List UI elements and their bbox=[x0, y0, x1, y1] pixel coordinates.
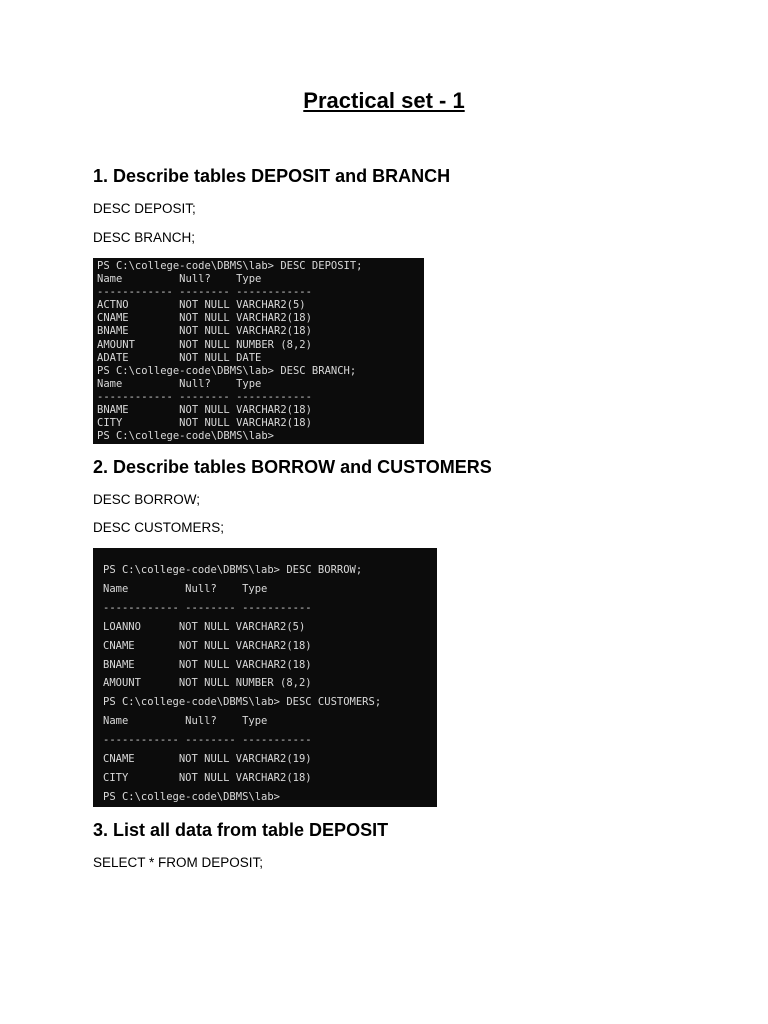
terminal-line: PS C:\college-code\DBMS\lab> bbox=[97, 430, 275, 443]
terminal-line: CITY NOT NULL VARCHAR2(18) bbox=[103, 771, 312, 784]
terminal-line: ------------ -------- ------------ bbox=[97, 286, 312, 299]
terminal-line: BNAME NOT NULL VARCHAR2(18) bbox=[97, 325, 312, 338]
section-3-command-1: SELECT * FROM DEPOSIT; bbox=[93, 855, 264, 870]
terminal-line: AMOUNT NOT NULL NUMBER (8,2) bbox=[97, 338, 312, 351]
terminal-line: ACTNO NOT NULL VARCHAR2(5) bbox=[97, 299, 306, 312]
section-1-command-2: DESC BRANCH; bbox=[93, 230, 196, 245]
terminal-line: PS C:\college-code\DBMS\lab> DESC CUSTOMERS; bbox=[103, 696, 382, 709]
section-2-terminal-screenshot bbox=[93, 548, 437, 807]
section-1-command-1: DESC DEPOSIT; bbox=[93, 201, 196, 216]
terminal-line: BNAME NOT NULL VARCHAR2(18) bbox=[103, 658, 312, 671]
terminal-line: CNAME NOT NULL VARCHAR2(19) bbox=[103, 753, 312, 766]
terminal-line: CNAME NOT NULL VARCHAR2(18) bbox=[97, 312, 312, 325]
terminal-line: AMOUNT NOT NULL NUMBER (8,2) bbox=[103, 677, 312, 690]
terminal-line: ADATE NOT NULL DATE bbox=[97, 351, 262, 364]
terminal-line: Name Null? Type bbox=[103, 582, 268, 595]
terminal-line: ------------ -------- ----------- bbox=[103, 734, 312, 747]
terminal-line: Name Null? Type bbox=[103, 715, 268, 728]
terminal-line: PS C:\college-code\DBMS\lab> bbox=[103, 790, 281, 803]
terminal-line: Name Null? Type bbox=[97, 377, 262, 390]
terminal-line: PS C:\college-code\DBMS\lab> DESC BORROW; bbox=[103, 564, 363, 576]
terminal-line: CNAME NOT NULL VARCHAR2(18) bbox=[103, 639, 312, 652]
terminal-line: BNAME NOT NULL VARCHAR2(18) bbox=[97, 404, 312, 417]
page-title: Practical set - 1 bbox=[303, 88, 465, 113]
terminal-line: PS C:\college-code\DBMS\lab> DESC DEPOSIT; bbox=[97, 260, 363, 272]
section-1-heading: 1. Describe tables DEPOSIT and BRANCH bbox=[93, 166, 451, 186]
section-3-heading: 3. List all data from table DEPOSIT bbox=[93, 820, 389, 840]
terminal-line: PS C:\college-code\DBMS\lab> DESC BRANCH; bbox=[97, 364, 357, 377]
terminal-line: CITY NOT NULL VARCHAR2(18) bbox=[97, 417, 312, 430]
terminal-line: ------------ -------- ------------ bbox=[97, 390, 312, 403]
terminal-line: Name Null? Type bbox=[97, 273, 262, 286]
section-2-command-2: DESC CUSTOMERS; bbox=[93, 520, 225, 535]
terminal-line: ------------ -------- ----------- bbox=[103, 601, 312, 614]
section-1-terminal-screenshot bbox=[93, 258, 424, 444]
section-2-heading: 2. Describe tables BORROW and CUSTOMERS bbox=[93, 457, 492, 477]
section-2-command-1: DESC BORROW; bbox=[93, 492, 201, 507]
terminal-line: LOANNO NOT NULL VARCHAR2(5) bbox=[103, 620, 306, 633]
